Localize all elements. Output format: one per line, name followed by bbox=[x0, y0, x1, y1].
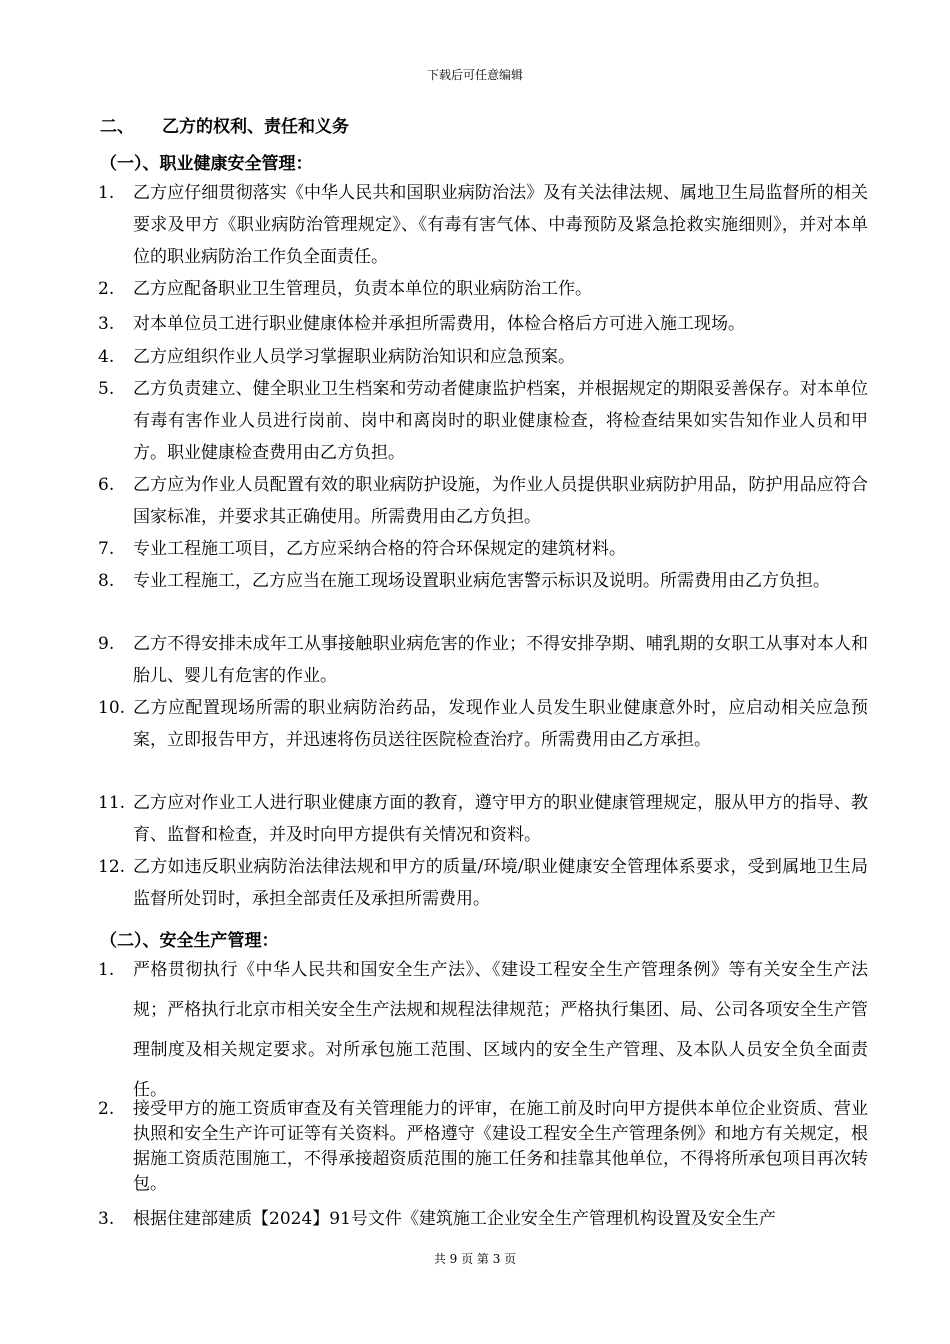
section-heading bbox=[100, 112, 349, 137]
subsection-heading-1: （一）、职业健康安全管理： bbox=[100, 154, 313, 174]
list-item: 5. 乙方负责建立、健全职业卫生档案和劳动者健康监护档案，并根据规定的期限妥善保存。对本单位有毒有害作业人员进行岗前、岗中和离岗时的职业健康检查，将检查结果如实告知作业人员和甲方。职业健康检查费用由乙方负担。 bbox=[98, 379, 868, 463]
list-item: 3. 对本单位员工进行职业健康体检并承担所需费用，体检合格后方可进入施工现场。 bbox=[98, 314, 745, 334]
section-number: 二、 bbox=[100, 117, 134, 137]
list-item: 1. 乙方应仔细贯彻落实《中华人民共和国职业病防治法》及有关法律法规、属地卫生局监督所的相关要求及甲方《职业病防治管理规定》、《有毒有害气体、中毒预防及紧急抢救实施细则》，并对本单位的职业病防治工作负全面责任。 bbox=[98, 183, 868, 267]
list-item: 10. 乙方应配置现场所需的职业病防治药品，发现作业人员发生职业健康意外时，应启动相关应急预案，立即报告甲方，并迅速将伤员送往医院检查治疗。所需费用由乙方承担。 bbox=[98, 698, 868, 750]
section-title: 乙方的权利、责任和义务 bbox=[162, 117, 349, 137]
list-item: 8. 专业工程施工，乙方应当在施工现场设置职业病危害警示标识及说明。所需费用由乙方负担。 bbox=[98, 571, 830, 591]
list-item: 12. 乙方如违反职业病防治法律法规和甲方的质量/环境/职业健康安全管理体系要求，受到属地卫生局监督所处罚时，承担全部责任及承担所需费用。 bbox=[98, 857, 868, 909]
list-item: 3. 根据住建部建质【2024】91号文件《建筑施工企业安全生产管理机构设置及安全生产 bbox=[98, 1209, 776, 1229]
list-item: 2. 接受甲方的施工资质审查及有关管理能力的评审，在施工前及时向甲方提供本单位企业资质、营业执照和安全生产许可证等有关资料。严格遵守《建设工程安全生产管理条例》和地方有关规定，根据施工资质范围施工，不得承接超资质范围的施工任务和挂靠其他单位，不得将所承包项目再次转包。 bbox=[98, 1099, 868, 1194]
subsection-heading-2: （二）、安全生产管理： bbox=[100, 931, 279, 951]
list-item: 11. 乙方应对作业工人进行职业健康方面的教育，遵守甲方的职业健康管理规定，服从甲方的指导、教育、监督和检查，并及时向甲方提供有关情况和资料。 bbox=[98, 793, 868, 845]
page-footer: 共 9 页 第 3 页 bbox=[433, 1252, 517, 1266]
list-item: 2. 乙方应配备职业卫生管理员，负责本单位的职业病防治工作。 bbox=[98, 279, 592, 299]
list-item: 4. 乙方应组织作业人员学习掌握职业病防治知识和应急预案。 bbox=[98, 347, 575, 367]
page-header: 下载后可任意编辑 bbox=[426, 68, 523, 82]
list-item: 9. 乙方不得安排未成年工从事接触职业病危害的作业；不得安排孕期、哺乳期的女职工从事对本人和胎儿、婴儿有危害的作业。 bbox=[98, 634, 868, 686]
list-item: 1. 严格贯彻执行《中华人民共和国安全生产法》、《建设工程安全生产管理条例》等有关安全生产法规；严格执行北京市相关安全生产法规和规程法律规范；严格执行集团、局、公司各项安全生产管理制度及相关规定要求。对所承包施工范围、区域内的安全生产管理、及本队人员安全负全面责任。 bbox=[98, 960, 868, 1100]
list-item: 7. 专业工程施工项目，乙方应采纳合格的符合环保规定的建筑材料。 bbox=[98, 539, 626, 559]
list-item: 6. 乙方应为作业人员配置有效的职业病防护设施，为作业人员提供职业病防护用品，防护用品应符合国家标准，并要求其正确使用。所需费用由乙方负担。 bbox=[98, 475, 868, 527]
